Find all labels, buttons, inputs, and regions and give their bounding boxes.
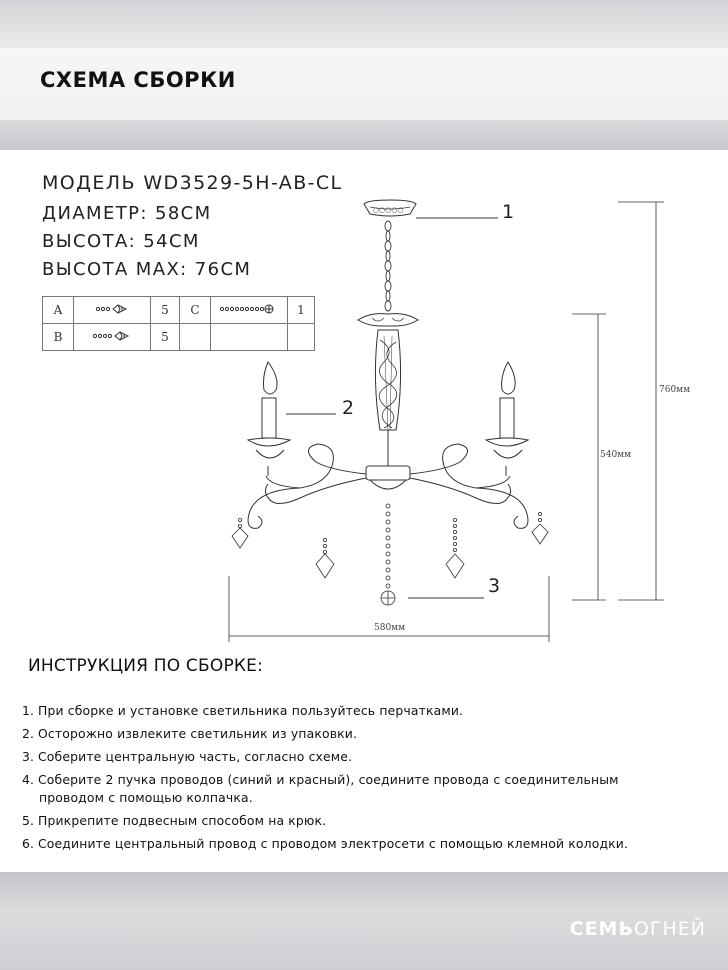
step-text-continued: проводом с помощью колпачка.	[39, 790, 253, 805]
width-dimension-label: 580мм	[374, 623, 406, 633]
left-candle	[248, 362, 290, 476]
brand-bold: СЕМЬ	[569, 918, 634, 940]
callout-3-number: 3	[488, 575, 501, 597]
step-number: 4.	[22, 772, 35, 787]
part-count: 5	[151, 324, 180, 351]
left-arm	[248, 444, 366, 528]
part-letter: C	[180, 297, 211, 324]
list-item	[22, 812, 712, 830]
crystal-drops	[232, 504, 548, 605]
svg-text:○○○○○: ○○○○○	[373, 206, 404, 214]
brand-light: ОГНЕЙ	[633, 918, 706, 940]
height-label: ВЫСОТА: 54СМ	[42, 231, 200, 252]
part-count: 1	[288, 297, 315, 324]
list-item	[22, 748, 712, 766]
right-candle	[486, 362, 528, 476]
step-number: 3.	[22, 749, 35, 764]
page-title: СХЕМА СБОРКИ	[40, 68, 236, 92]
step-text: Прикрепите подвесным способом на крюк.	[38, 813, 327, 828]
step-text: Соберите центральную часть, согласно схеме.	[38, 749, 353, 764]
part-count: 5	[151, 297, 180, 324]
part-letter: A	[43, 297, 74, 324]
hub	[366, 466, 410, 480]
right-arm	[410, 444, 528, 528]
chain	[385, 221, 391, 311]
diameter-label: ДИАМЕТР: 58СМ	[42, 203, 212, 224]
height-max-dimension-label: 760мм	[659, 385, 691, 395]
height-max-label: ВЫСОТА MAX: 76СМ	[42, 259, 252, 280]
step-number: 6.	[22, 836, 35, 851]
instructions-title: ИНСТРУКЦИЯ ПО СБОРКЕ:	[28, 656, 264, 676]
step-number: 1.	[22, 703, 35, 718]
top-cup	[358, 314, 418, 326]
list-item	[22, 725, 712, 743]
step-number: 5.	[22, 813, 35, 828]
step-text: Соедините центральный провод с проводом электросети с помощью клемной колодки.	[38, 836, 629, 851]
callout-2-number: 2	[342, 397, 355, 419]
step-text: При сборке и установке светильника пользуйтесь перчатками.	[38, 703, 464, 718]
callout-1-number: 1	[502, 201, 515, 223]
height-max-dimension	[618, 202, 664, 600]
center-column	[375, 330, 400, 430]
step-text: Осторожно извлеките светильник из упаковки.	[38, 726, 358, 741]
list-item	[22, 702, 712, 720]
height-dimension-label: 540мм	[600, 450, 632, 460]
step-text: Соберите 2 пучка проводов (синий и красный), соедините провода с соединительным	[38, 772, 619, 787]
list-item	[22, 771, 712, 807]
step-number: 2.	[22, 726, 35, 741]
chandelier-diagram	[0, 190, 728, 650]
brand-logo	[570, 918, 706, 940]
instructions-list	[22, 702, 712, 858]
list-item	[22, 835, 712, 853]
model-label: МОДЕЛЬ WD3529-5H-AB-CL	[42, 172, 343, 194]
part-letter: B	[43, 324, 74, 351]
